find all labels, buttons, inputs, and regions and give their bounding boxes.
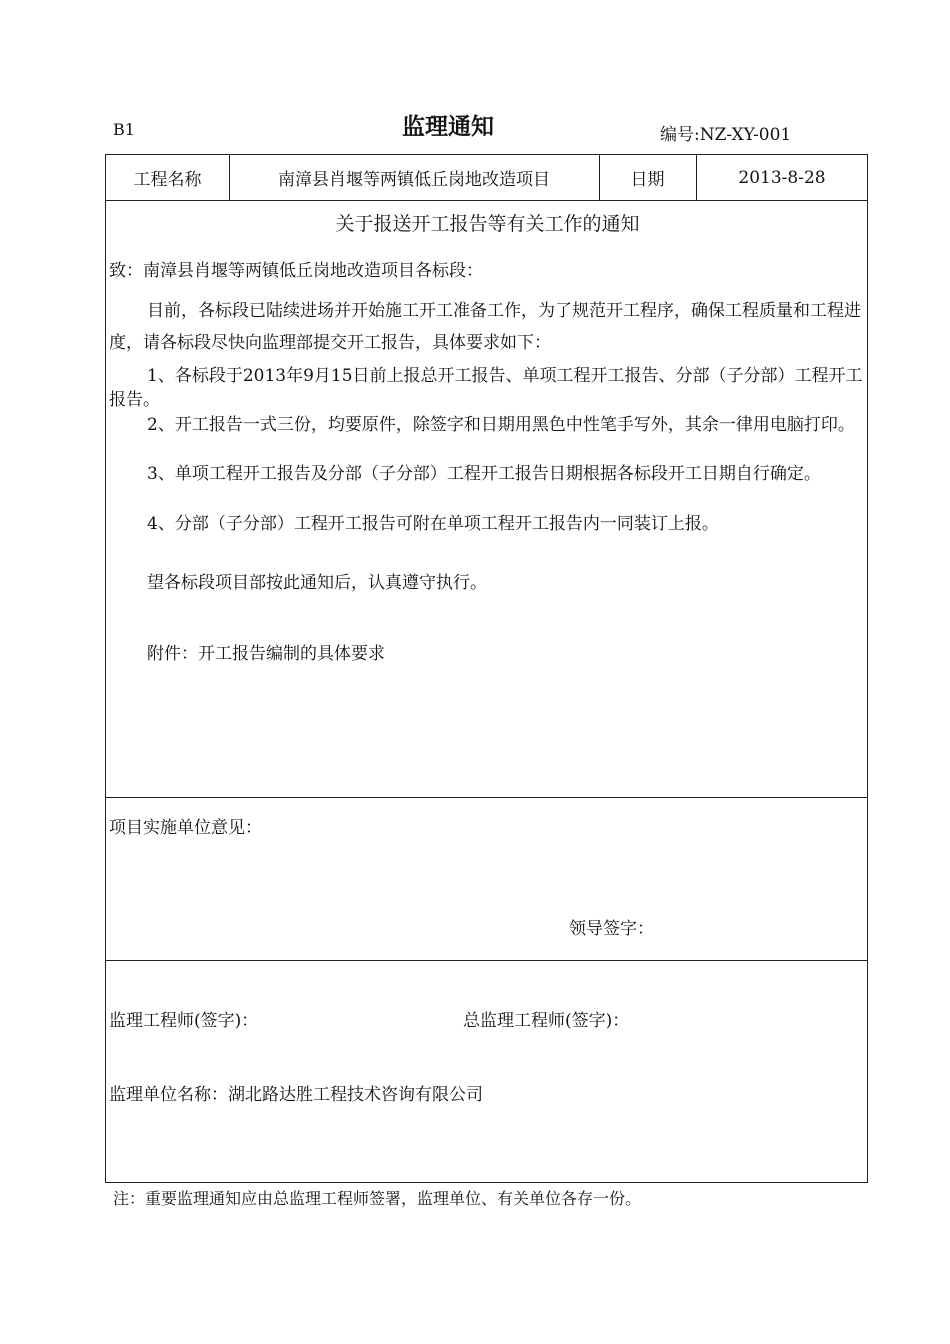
- engineer-signature-label: 监理工程师(签字)：: [109, 1011, 259, 1031]
- notice-form-table: [105, 154, 868, 1183]
- attachment-note: 附件：开工报告编制的具体要求: [147, 644, 385, 664]
- form-code: B1: [113, 120, 135, 139]
- divider: [106, 200, 867, 201]
- requirement-item-4: 4、分部（子分部）工程开工报告可附在单项工程开工报告内一同装订上报。: [147, 514, 719, 534]
- supervision-unit-name: 监理单位名称：湖北路达胜工程技术咨询有限公司: [109, 1085, 483, 1105]
- document-title: 监理通知: [402, 114, 494, 140]
- date-label: 日期: [630, 170, 665, 190]
- project-name-label: 工程名称: [133, 170, 202, 190]
- closing-paragraph: 望各标段项目部按此通知后，认真遵守执行。: [147, 573, 487, 593]
- footnote: 注：重要监理通知应由总监理工程师签署，监理单位、有关单位各存一份。: [113, 1189, 642, 1208]
- leader-signature-label: 领导签字：: [569, 919, 654, 939]
- project-name-value: 南漳县肖堰等两镇低丘岗地改造项目: [278, 170, 550, 190]
- date-value: 2013-8-28: [738, 167, 826, 188]
- implementer-opinion-label: 项目实施单位意见：: [109, 818, 262, 838]
- requirement-item-3: 3、单项工程开工报告及分部（子分部）工程开工报告日期根据各标段开工日期自行确定。: [147, 464, 821, 484]
- document-number: 编号:NZ-XY-001: [660, 125, 792, 145]
- requirement-item-1: 1、各标段于2013年9月15日前上报总开工报告、单项工程开工报告、分部（子分部）工程开工报告。: [109, 366, 863, 410]
- divider: [106, 960, 867, 961]
- divider: [106, 797, 867, 798]
- requirement-item-2: 2、开工报告一式三份，均要原件，除签字和日期用黑色中性笔手写外，其余一律用电脑打印。: [147, 415, 855, 435]
- chief-engineer-signature-label: 总监理工程师(签字)：: [463, 1011, 630, 1031]
- intro-paragraph: 目前，各标段已陆续进场并开始施工开工准备工作，为了规范开工程序，确保工程质量和工程进度，请各标段尽快向监理部提交开工报告，具体要求如下：: [109, 301, 861, 353]
- notice-title: 关于报送开工报告等有关工作的通知: [335, 213, 640, 235]
- salutation: 致：南漳县肖堰等两镇低丘岗地改造项目各标段：: [109, 261, 483, 281]
